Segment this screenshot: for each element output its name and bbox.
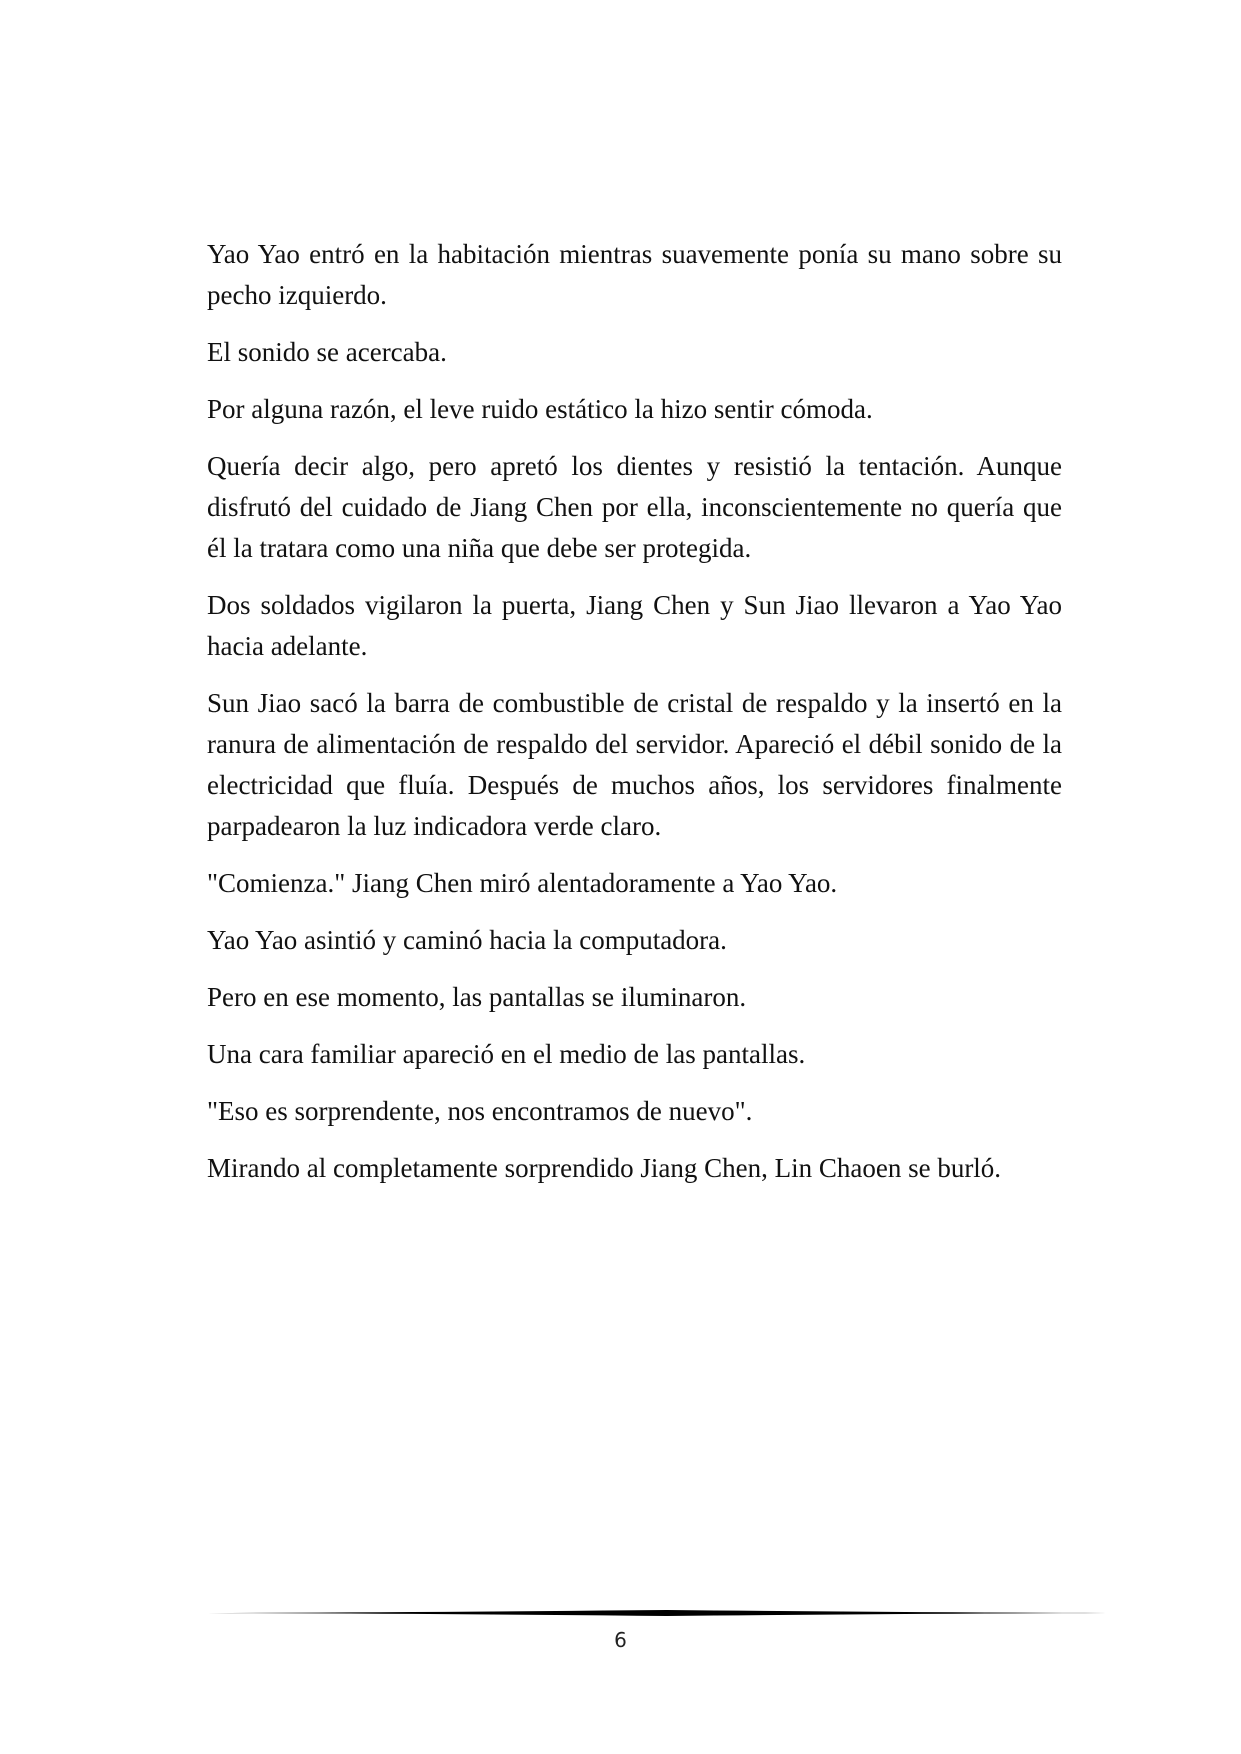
paragraph: Una cara familiar apareció en el medio de las pantallas.: [207, 1039, 806, 1069]
footer-divider: [207, 1606, 1107, 1620]
paragraph: El sonido se acercaba.: [207, 337, 447, 367]
paragraph: Dos soldados vigilaron la puerta, Jiang Chen y Sun Jiao llevaron a Yao Yao hacia adelante.: [207, 590, 1062, 661]
paragraph: Sun Jiao sacó la barra de combustible de cristal de respaldo y la insertó en la ranura de alimentación de respaldo del servidor. Apareció el débil sonido de la electricidad que fluía. Después de muchos años, los servidores finalmente parpadearon la luz indicadora verde claro.: [207, 688, 1062, 841]
paragraph: Quería decir algo, pero apretó los dientes y resistió la tentación. Aunque disfrutó del cuidado de Jiang Chen por ella, inconscientemente no quería que él la tratara como una niña que debe ser protegida.: [207, 451, 1062, 563]
paragraph: "Eso es sorprendente, nos encontramos de nuevo".: [207, 1096, 753, 1126]
paragraph: Por alguna razón, el leve ruido estático la hizo sentir cómoda.: [207, 394, 873, 424]
page-number: 6: [614, 1628, 627, 1652]
paragraph: Pero en ese momento, las pantallas se iluminaron.: [207, 982, 747, 1012]
paragraph: Yao Yao entró en la habitación mientras suavemente ponía su mano sobre su pecho izquierdo.: [207, 239, 1062, 310]
body-text: [207, 234, 1062, 1205]
paragraph: "Comienza." Jiang Chen miró alentadoramente a Yao Yao.: [207, 868, 838, 898]
paragraph: Mirando al completamente sorprendido Jiang Chen, Lin Chaoen se burló.: [207, 1153, 1002, 1183]
paragraph: Yao Yao asintió y caminó hacia la computadora.: [207, 925, 727, 955]
